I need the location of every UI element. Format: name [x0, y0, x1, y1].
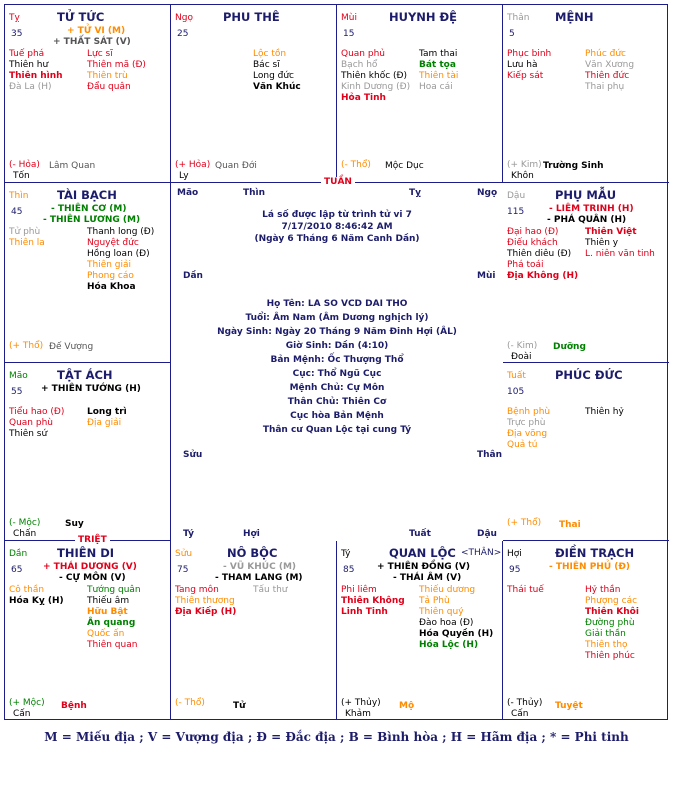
direction-label: Chấn: [13, 529, 37, 539]
star: Hồng loan (Đ): [87, 249, 150, 259]
element-label: (- Mộc): [9, 518, 41, 528]
palace-title: QUAN LỘC: [389, 546, 456, 560]
chart-header-line: (Ngày 6 Tháng 6 Năm Canh Dần): [254, 234, 420, 244]
star: Hoa cái: [419, 82, 453, 92]
palace-no-boc: [171, 541, 337, 719]
life-stage: Quan Đới: [215, 161, 257, 171]
main-star: - CỰ MÔN (V): [59, 573, 126, 583]
star: Hóa Lộc (H): [419, 640, 479, 650]
life-stage: Đế Vượng: [49, 342, 94, 352]
main-star: - THAM LANG (M): [215, 573, 303, 583]
star: Hóa Khoa: [87, 282, 136, 292]
star: Thiên đức: [585, 71, 630, 81]
age-label: 85: [343, 565, 355, 575]
star: Hữu Bật: [87, 607, 128, 617]
star: Tang môn: [175, 585, 219, 595]
center-corner-label: Thân: [477, 450, 503, 460]
branch-label: Dậu: [507, 191, 526, 201]
star: Tử phù: [9, 227, 41, 237]
info-line: Cục: Thổ Ngũ Cục: [292, 369, 382, 379]
center-corner-label: Tỵ: [409, 188, 422, 198]
palace-huynh-de: [337, 5, 503, 183]
life-stage: Mộc Dục: [385, 161, 424, 171]
palace-tat-ach: [5, 363, 171, 541]
star: Phi liêm: [341, 585, 377, 595]
star: Kiếp sát: [507, 71, 544, 81]
info-line: Thân cư Quan Lộc tại cung Tý: [262, 425, 412, 435]
center-corner-label: Hợi: [243, 529, 260, 539]
main-star: - PHÁ QUÂN (H): [547, 215, 627, 225]
star: Bác sĩ: [253, 60, 280, 70]
star: Thiên tài: [419, 71, 459, 81]
star: Ân quang: [87, 618, 136, 628]
main-star: - THIÊN LƯƠNG (M): [43, 215, 141, 225]
star: Địa Kiếp (H): [175, 607, 237, 617]
star: Thiên phúc: [585, 651, 635, 661]
branch-label: Mão: [9, 371, 28, 381]
star: Thiên trù: [87, 71, 128, 81]
palace-title: TÀI BẠCH: [57, 188, 117, 202]
age-label: 25: [177, 29, 189, 39]
age-label: 115: [507, 207, 525, 217]
center-corner-label: Thìn: [243, 188, 266, 198]
age-label: 105: [507, 387, 525, 397]
star: Thiên Việt: [585, 227, 637, 237]
star: Lực sĩ: [87, 49, 113, 59]
palace-tu-tuc: [5, 5, 171, 183]
star: Trực phù: [507, 418, 546, 428]
star: Quả tú: [507, 440, 538, 450]
palace-title: NÔ BỘC: [227, 546, 278, 560]
branch-label: Thìn: [9, 191, 29, 201]
star: Kinh Dương (Đ): [341, 82, 411, 92]
palace-phuc-duc: [503, 363, 669, 541]
star: Tướng quân: [87, 585, 141, 595]
life-stage: Thai: [559, 520, 581, 530]
life-stage: Mộ: [399, 701, 415, 711]
star: Thiên khốc (Đ): [341, 71, 408, 81]
star: Thiên mã (Đ): [87, 60, 146, 70]
star: Thiếu dương: [419, 585, 476, 595]
star: Đào hoa (Đ): [419, 618, 474, 628]
star: Điếu khách: [507, 238, 558, 248]
star: Thiên quý: [419, 607, 464, 617]
element-label: (+ Hỏa): [175, 160, 211, 170]
star: Tấu thư: [253, 585, 288, 595]
palace-title: MỆNH: [555, 10, 594, 24]
palace-tai-bach: [5, 183, 171, 363]
star: Cô thần: [9, 585, 45, 595]
star: Phong cáo: [87, 271, 134, 281]
center-info-panel: [171, 183, 503, 541]
star: Long đức: [253, 71, 295, 81]
star: Thiên hỷ: [585, 407, 624, 417]
star: Bệnh phù: [507, 407, 551, 417]
triet-banner: TRIỆT: [75, 535, 110, 545]
direction-label: Khôn: [511, 171, 534, 181]
main-star: + THẤT SÁT (V): [53, 37, 131, 47]
branch-label: Sửu: [175, 549, 193, 559]
star: Hóa Kỵ (H): [9, 596, 64, 606]
info-line: Tuổi: Âm Nam (Âm Dương nghịch lý): [245, 313, 429, 323]
element-label: (- Thổ): [341, 160, 371, 170]
center-corner-label: Dần: [183, 271, 203, 281]
star: Quốc ấn: [87, 629, 125, 639]
star: Linh Tinh: [341, 607, 388, 617]
star: Phá toái: [507, 260, 544, 270]
star: Thiên giải: [87, 260, 132, 270]
than-tag: <THÂN>: [461, 548, 502, 558]
info-line: Ngày Sinh: Ngày 20 Tháng 9 Năm Đinh Hợi (ÂL): [217, 327, 457, 337]
star: Thiên Khôi: [585, 607, 639, 617]
element-label: (- Thủy): [507, 698, 543, 708]
palace-title: THIÊN DI: [57, 546, 115, 560]
star: Thai phụ: [585, 82, 625, 92]
info-line: Cục hòa Bản Mệnh: [290, 411, 384, 421]
life-stage: Trường Sinh: [543, 161, 604, 171]
age-label: 35: [11, 29, 23, 39]
star: Thiên thọ: [585, 640, 628, 650]
palace-title: PHU THÊ: [223, 10, 280, 24]
info-line: Giờ Sinh: Dần (4:10): [285, 341, 389, 351]
age-label: 65: [11, 565, 23, 575]
star: Địa Không (H): [507, 271, 579, 281]
main-star: - THÁI ÂM (V): [393, 573, 462, 583]
star: Tuế phá: [9, 49, 45, 59]
center-corner-label: Ngọ: [477, 188, 498, 198]
direction-label: Ly: [179, 171, 189, 181]
star: Giải thần: [585, 629, 626, 639]
palace-menh: [503, 5, 669, 183]
main-star: - VŨ KHÚC (M): [223, 562, 297, 572]
star: Đường phù: [585, 618, 635, 628]
info-line: Bản Mệnh: Ốc Thượng Thổ: [270, 355, 404, 365]
center-corner-label: Mão: [177, 188, 199, 198]
direction-label: Khảm: [345, 709, 371, 719]
palace-dien-trach: [503, 541, 669, 719]
life-stage: Tử: [233, 701, 246, 711]
star: Tiểu hao (Đ): [9, 407, 65, 417]
palace-phu-the: [171, 5, 337, 183]
main-star: - THIÊN CƠ (M): [51, 204, 127, 214]
star: Lưu hà: [507, 60, 538, 70]
star: Hóa Quyền (H): [419, 629, 494, 639]
star: Quan phủ: [341, 49, 385, 59]
life-stage: Lâm Quan: [49, 161, 96, 171]
palace-title: PHÚC ĐỨC: [555, 368, 623, 382]
star: Thiên la: [9, 238, 45, 248]
star: Thiên hình: [9, 71, 63, 81]
main-star: + THIÊN ĐỒNG (V): [377, 562, 470, 572]
life-stage: Tuyệt: [555, 701, 583, 711]
star: Tả Phù: [419, 596, 450, 606]
life-stage: Dưỡng: [553, 342, 586, 352]
info-line: Mệnh Chủ: Cự Môn: [289, 383, 385, 393]
star: Thiên thương: [175, 596, 235, 606]
direction-label: Đoài: [511, 352, 532, 362]
chart-header-line: 7/17/2010 8:46:42 AM: [281, 222, 393, 232]
star: Thanh long (Đ): [87, 227, 155, 237]
legend-text: M = Miếu địa ; V = Vượng địa ; Đ = Đắc địa ; B = Bình hòa ; H = Hãm địa ; * = Phi tinh: [44, 730, 629, 744]
palace-title: TẬT ÁCH: [57, 368, 113, 382]
branch-label: Thân: [507, 13, 530, 23]
star: Văn Khúc: [253, 82, 301, 92]
star: Phượng các: [585, 596, 638, 606]
star: Thiên Không: [341, 596, 405, 606]
info-line: Thân Chủ: Thiên Cơ: [287, 397, 387, 407]
element-label: (+ Thủy): [341, 698, 381, 708]
palace-title: HUYNH ĐỆ: [389, 10, 458, 24]
star: Thiếu âm: [87, 596, 130, 606]
star: Đại hao (Đ): [507, 227, 559, 237]
element-label: (- Kim): [507, 341, 538, 351]
branch-label: Tỵ: [9, 13, 20, 23]
direction-label: Cấn: [13, 709, 31, 719]
element-label: (+ Kim): [507, 160, 542, 170]
palace-title: PHỤ MẪU: [555, 188, 617, 202]
palace-title: ĐIỀN TRẠCH: [555, 546, 635, 560]
center-corner-label: Tuất: [409, 529, 431, 539]
center-corner-label: Tý: [183, 529, 194, 539]
center-corner-label: Sửu: [183, 450, 203, 460]
star: Phục binh: [507, 49, 552, 59]
star: Thiên hư: [9, 60, 49, 70]
life-stage: Suy: [65, 519, 84, 529]
star: Quan phù: [9, 418, 53, 428]
age-label: 45: [11, 207, 23, 217]
star: Đà La (H): [9, 82, 52, 92]
star: Thiên sứ: [9, 429, 48, 439]
life-stage: Bệnh: [61, 701, 87, 711]
star: Đẩu quân: [87, 82, 131, 92]
age-label: 5: [509, 29, 515, 39]
star: Bạch hổ: [341, 60, 378, 70]
star: L. niên văn tinh: [585, 249, 655, 259]
star: Bát tọa: [419, 60, 456, 70]
branch-label: Tý: [341, 549, 351, 559]
info-line: Họ Tên: LA SO VCD DAI THO: [266, 299, 408, 309]
age-label: 55: [11, 387, 23, 397]
star: Long trì: [87, 407, 127, 417]
star: Phúc đức: [585, 49, 627, 59]
age-label: 95: [509, 565, 521, 575]
star: Thái tuế: [507, 585, 544, 595]
branch-label: Dần: [9, 549, 28, 559]
star: Nguyệt đức: [87, 238, 139, 248]
star: Thiên quan: [87, 640, 138, 650]
palace-quan-loc: [337, 541, 503, 719]
main-star: + THÁI DƯƠNG (V): [43, 562, 137, 572]
direction-label: Tốn: [13, 171, 30, 181]
direction-label: Cấn: [511, 709, 529, 719]
star: Địa giải: [87, 418, 122, 428]
branch-label: Tuất: [507, 371, 526, 381]
element-label: (+ Thổ): [507, 518, 542, 528]
star: Lộc tồn: [253, 49, 287, 59]
element-label: (+ Thổ): [9, 341, 44, 351]
tuan-banner: TUẦN: [321, 177, 355, 187]
star: Thiên diêu (Đ): [507, 249, 572, 259]
star: Văn Xương: [585, 60, 635, 70]
branch-label: Ngọ: [175, 13, 193, 23]
palace-phu-mau: [503, 183, 669, 363]
palace-title: TỬ TỨC: [57, 10, 105, 24]
main-star: - THIÊN PHỦ (Đ): [549, 562, 631, 572]
element-label: (- Hỏa): [9, 160, 40, 170]
age-label: 15: [343, 29, 355, 39]
star: Địa võng: [507, 429, 548, 439]
main-star: - LIÊM TRINH (H): [549, 204, 634, 214]
center-corner-label: Mùi: [477, 271, 496, 281]
palace-thien-di: [5, 541, 171, 719]
star: Hỏa Tinh: [341, 93, 386, 103]
center-corner-label: Dậu: [477, 529, 497, 539]
main-star: + THIÊN TƯỚNG (H): [41, 384, 141, 394]
element-label: (- Thổ): [175, 698, 205, 708]
branch-label: Mùi: [341, 13, 357, 23]
star: Thiên y: [585, 238, 619, 248]
horoscope-grid: [4, 4, 668, 720]
element-label: (+ Mộc): [9, 698, 45, 708]
star: Hỷ thần: [585, 585, 621, 595]
branch-label: Hợi: [507, 549, 522, 559]
star: Tam thai: [419, 49, 458, 59]
age-label: 75: [177, 565, 189, 575]
main-star: + TỬ VI (M): [67, 26, 126, 36]
chart-header-line: Lá số được lập từ trình tử vi 7: [262, 210, 412, 220]
